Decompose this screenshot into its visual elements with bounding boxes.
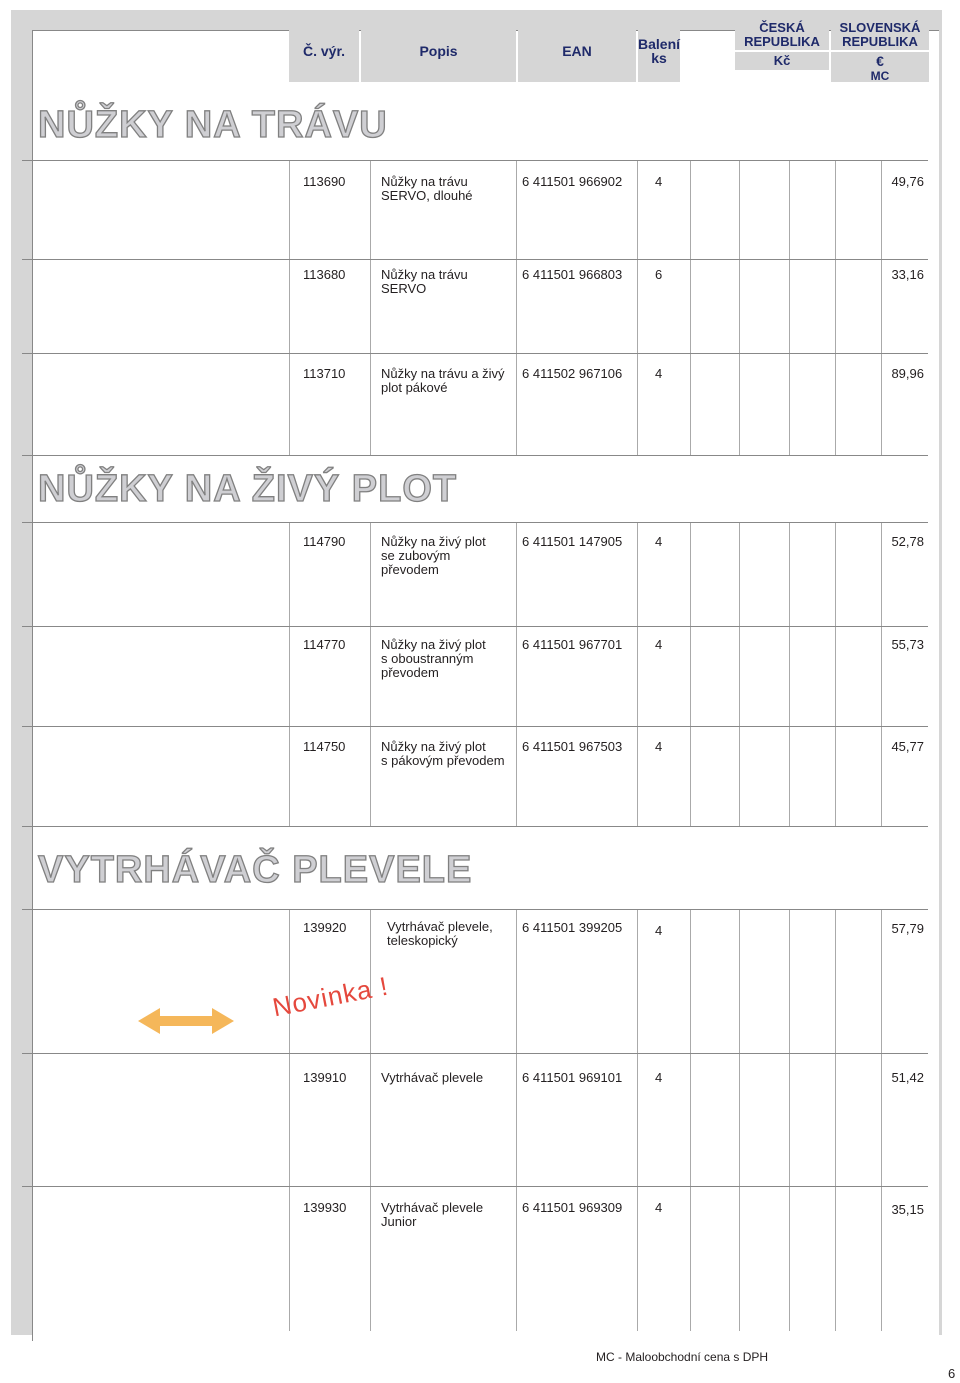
row-code: 114750 [303,739,346,754]
row-pack: 4 [655,1070,663,1085]
row-price: 57,79 [891,921,924,936]
new-badge: Novinka ! [270,970,391,1023]
row-ean: 6 411501 967701 [522,637,623,652]
header-description: Popis [361,20,516,82]
row-code: 139920 [303,920,347,935]
row-description: Nůžky na živý plot s oboustranným převodem [381,637,486,680]
header-mc: MC [831,70,929,82]
row-price: 35,15 [891,1202,924,1217]
header-pack: Balení ks [638,20,680,82]
row-ean: 6 411501 967503 [522,739,623,754]
section-title-grass-shears: NŮŽKY NA TRÁVU [38,104,388,146]
row-description: Nůžky na trávu a živý plot pákové [381,366,505,395]
page-number: 6 [948,1366,956,1381]
row-pack: 6 [655,267,663,282]
row-ean: 6 411501 147905 [522,534,623,549]
section-title-hedge-shears: NŮŽKY NA ŽIVÝ PLOT [38,468,458,510]
row-price: 45,77 [891,739,924,754]
row-code: 139910 [303,1070,347,1085]
header-code: Č. výr. [289,20,359,82]
row-price: 33,16 [891,267,924,282]
row-ean: 6 411501 399205 [522,920,623,935]
header-euro: € [831,52,929,70]
row-description: Vytrhávač plevele, teleskopický [387,919,493,948]
row-pack: 4 [655,534,663,549]
row-code: 113680 [303,267,346,282]
row-pack: 4 [655,739,663,754]
header-czk: Kč [735,52,829,70]
row-description: Nůžky na trávu SERVO, dlouhé [381,174,473,203]
row-description: Vytrhávač plevele [381,1070,484,1085]
row-description: Nůžky na trávu SERVO [381,267,468,296]
row-description: Nůžky na živý plot s pákovým převodem [381,739,505,768]
row-code: 113690 [303,174,346,189]
row-code: 114790 [303,534,346,549]
row-pack: 4 [655,923,663,938]
row-ean: 6 411501 966902 [522,174,623,189]
row-code: 139930 [303,1200,347,1215]
row-code: 113710 [303,366,346,381]
row-description: Vytrhávač plevele Junior [381,1200,484,1229]
row-pack: 4 [655,366,663,381]
row-ean: 6 411501 969101 [522,1070,623,1085]
row-price: 55,73 [891,637,924,652]
row-price: 89,96 [891,366,924,381]
double-arrow-icon [138,1005,234,1037]
header-ean: EAN [518,20,636,82]
footer-note: MC - Maloobchodní cena s DPH [596,1350,769,1364]
row-ean: 6 411501 969309 [522,1200,623,1215]
row-price: 49,76 [891,174,924,189]
row-pack: 4 [655,174,663,189]
row-code: 114770 [303,637,346,652]
header-czech-republic: ČESKÁ REPUBLIKA [735,20,829,50]
row-ean: 6 411502 967106 [522,366,623,381]
row-price: 52,78 [891,534,924,549]
section-title-weed-puller: VYTRHÁVAČ PLEVELE [38,849,473,891]
row-description: Nůžky na živý plot se zubovým převodem [381,534,486,577]
row-pack: 4 [655,1200,663,1215]
content-panel [32,30,939,1341]
row-ean: 6 411501 966803 [522,267,623,282]
header-slovak-republic: SLOVENSKÁ REPUBLIKA [831,20,929,50]
row-price: 51,42 [891,1070,924,1085]
row-pack: 4 [655,637,663,652]
